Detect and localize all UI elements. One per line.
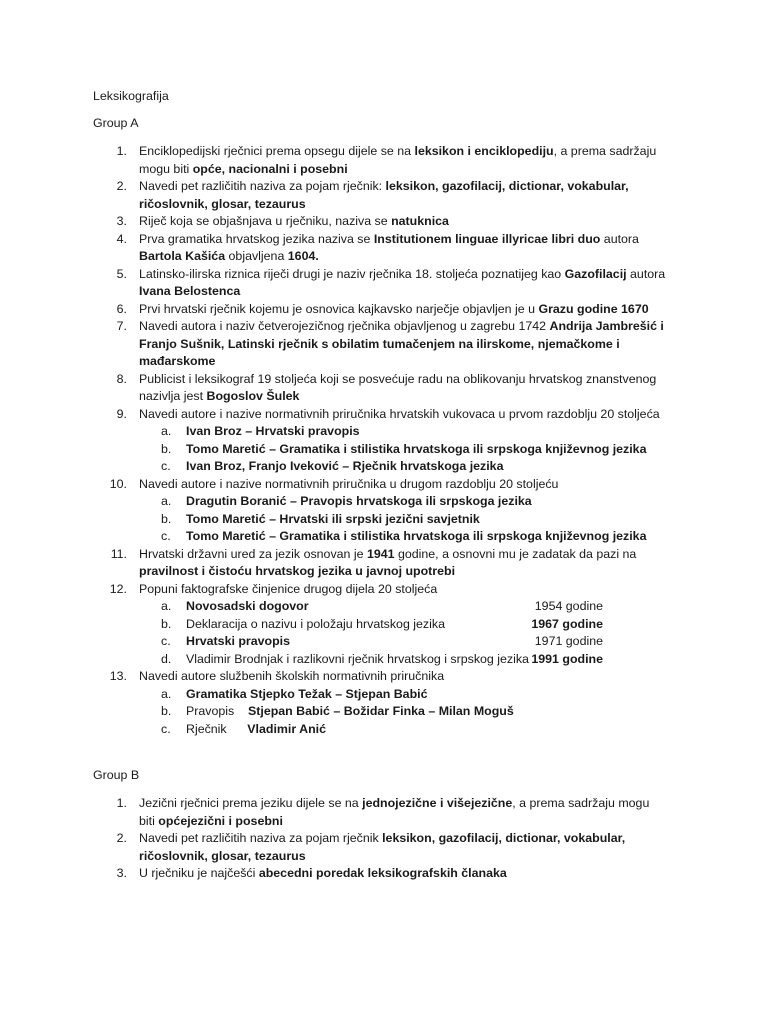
question-text-run: Navedi autore službenih školskih normativnih priručnika <box>139 669 445 683</box>
group-b-question <box>93 795 668 830</box>
question-text <box>139 795 668 830</box>
fact-item <box>139 598 668 616</box>
answer-letter: d. <box>161 651 172 666</box>
question-number: 5. <box>116 266 127 281</box>
answer-list <box>139 423 668 476</box>
answer-letter: b. <box>161 704 172 718</box>
group-b-questions <box>93 795 668 883</box>
group-b-question <box>93 865 668 883</box>
question-text <box>139 231 668 266</box>
question-number: 2. <box>116 179 127 193</box>
group-a-question <box>93 178 668 213</box>
question-text-run: pravilnost i čistoću hrvatskog jezika u javnoj upotrebi <box>139 564 456 578</box>
question-text <box>139 301 668 319</box>
answer-text: Tomo Maretić – Gramatika i stilistika hrvatskoga ili srpskoga književnog jezika <box>186 529 647 543</box>
question-number: 9. <box>116 406 127 421</box>
group-a-question <box>93 546 668 581</box>
answer-letter: c. <box>161 721 171 736</box>
question-text-run: Institutionem linguae illyricae libri duo <box>373 231 601 246</box>
answer-letter: a. <box>161 599 172 613</box>
question-text-run: Gazofilacij <box>564 266 627 281</box>
question-text-run: Grazu godine 1670 <box>538 301 649 316</box>
group-a-question <box>93 406 668 476</box>
question-text <box>139 581 668 599</box>
fact-year: 1991 godine <box>531 651 603 666</box>
question-text-run: Ivana Belostenca <box>139 284 241 298</box>
question-text-run: Bartola Kašića <box>139 249 226 263</box>
question-number: 3. <box>116 866 127 880</box>
answer-text: Ivan Broz – Hrvatski pravopis <box>186 424 360 438</box>
question-text <box>139 266 668 301</box>
question-number: 1. <box>116 144 127 158</box>
fact-year: 1971 godine <box>534 634 603 648</box>
question-text-run: objavljena <box>225 249 288 263</box>
fact-text: Novosadski dogovor <box>186 599 309 613</box>
question-number: 8. <box>116 371 127 386</box>
fact-text: Hrvatski pravopis <box>186 634 290 648</box>
answer-letter: c. <box>161 529 171 543</box>
question-text <box>139 476 668 494</box>
question-text-run: natuknica <box>391 214 449 228</box>
question-text-run: Riječ koja se objašnjava u rječniku, naziva se <box>139 214 392 228</box>
fact-year: 1954 godine <box>534 599 603 613</box>
question-text-run: Navedi autore i nazive normativnih priručnika hrvatskih vukovaca u prvom razdoblju 20 stoljeća <box>139 406 660 421</box>
question-number: 7. <box>116 319 127 333</box>
group-a-question <box>93 476 668 546</box>
question-text-run: Navedi pet različitih naziva za pojam rječnik: <box>139 179 386 193</box>
question-text <box>139 371 668 406</box>
question-text-run: godine, a osnovni mu je zadatak da pazi na <box>394 546 640 561</box>
answer-text: Ivan Broz, Franjo Iveković – Rječnik hrvatskoga jezika <box>186 459 504 473</box>
answer-letter: b. <box>161 441 172 456</box>
fact-year: 1967 godine <box>531 616 603 631</box>
question-number: 12. <box>109 581 127 596</box>
question-text-run: Bogoslov Šulek <box>206 389 300 403</box>
answer-item <box>139 511 668 529</box>
answer-text-run: Vladimir Anić <box>247 721 327 736</box>
question-number: 13. <box>109 669 127 683</box>
answer-letter: c. <box>161 459 171 473</box>
question-number: 4. <box>116 231 127 246</box>
question-number: 11. <box>110 546 127 561</box>
group-a-question <box>93 213 668 231</box>
answer-letter: b. <box>161 511 172 526</box>
question-text-run: autora <box>600 231 643 246</box>
question-text-run: Navedi pet različitih naziva za pojam rječnik <box>139 831 383 845</box>
question-text-run: leksikon, gazofilacij, dictionar, vokabular, ričoslovnik, glosar, tezaurus <box>139 179 633 211</box>
fact-text: Deklaracija o nazivu i položaju hrvatskog jezika <box>186 616 445 631</box>
question-text-run: Navedi autora i naziv četverojezičnog rječnika objavljenog u zagrebu 1742 <box>139 319 550 333</box>
answer-item <box>139 686 668 704</box>
question-text-run: Enciklopedijski rječnici prema opsegu dijele se na <box>139 144 415 158</box>
answer-text: Dragutin Boranić – Pravopis hrvatskoga ili srpskoga jezika <box>186 494 532 508</box>
answer-letter: a. <box>161 686 172 701</box>
question-text-run: , a prema sadržaju mogu biti <box>139 144 660 176</box>
answer-text-run: Stjepan Babić – Božidar Finka – Milan Moguš <box>247 704 514 718</box>
question-text-run: Andrija Jambrešić i Franjo Sušnik, Latinski rječnik s obilatim tumačenjem na ilirskome, njemačkome i mađarskome <box>139 319 668 368</box>
question-text-run: U rječniku je najčešći <box>139 866 259 880</box>
answer-item <box>139 703 668 721</box>
question-text-run: Popuni faktografske činjenice drugog dijela 20 stoljeća <box>139 581 438 596</box>
question-text-run: Latinsko-ilirska riznica riječi drugi je naziv rječnika 18. stoljeća poznatijeg kao <box>139 266 565 281</box>
question-text-run: 1604. <box>287 249 319 263</box>
question-text-run: Publicist i leksikograf 19 stoljeća koji se posvećuje radu na oblikovanju hrvatskog znanstvenog nazivlja jest <box>139 371 660 403</box>
answer-item <box>139 441 668 459</box>
answer-letter: a. <box>161 494 172 508</box>
answer-text-run: Rječnik <box>186 721 248 736</box>
question-text-run: općejezični i posebni <box>158 813 283 828</box>
group-b-heading: Group B <box>93 768 140 782</box>
question-text <box>139 178 668 213</box>
answer-list <box>139 493 668 546</box>
group-a-question <box>93 143 668 178</box>
fact-item <box>139 616 668 634</box>
question-text <box>139 546 668 581</box>
group-b-question <box>93 830 668 865</box>
answer-list <box>139 686 668 739</box>
group-a-question <box>93 371 668 406</box>
question-text <box>139 668 668 686</box>
answer-list <box>139 598 668 668</box>
question-text-run: Hrvatski državni ured za jezik osnovan je <box>139 546 367 561</box>
question-text-run: abecedni poredak leksikografskih članaka <box>258 866 507 880</box>
question-number: 6. <box>116 301 127 316</box>
fact-item <box>139 651 668 669</box>
group-a-question <box>93 231 668 266</box>
group-a-question <box>93 581 668 669</box>
answer-text: Tomo Maretić – Gramatika i stilistika hrvatskoga ili srpskoga književnog jezika <box>186 441 647 456</box>
question-text-run: autora <box>626 266 669 281</box>
question-text <box>139 318 668 371</box>
question-text-run: Jezični rječnici prema jeziku dijele se na <box>139 796 363 810</box>
answer-item <box>139 458 668 476</box>
answer-text-run: Gramatika Stjepko Težak – Stjepan Babić <box>186 686 428 701</box>
question-text-run: leksikon i enciklopediju <box>414 144 554 158</box>
answer-item <box>139 528 668 546</box>
question-text-run: 1941 <box>366 546 395 561</box>
group-a-question <box>93 668 668 738</box>
answer-letter: b. <box>161 616 172 631</box>
group-a-question <box>93 318 668 371</box>
question-number: 1. <box>116 796 127 810</box>
question-text-run: opće, nacionalni i posebni <box>192 161 348 176</box>
group-a-question <box>93 301 668 319</box>
question-text-run: , a prema sadržaju mogu biti <box>139 796 653 828</box>
answer-letter: c. <box>161 634 171 648</box>
question-number: 2. <box>116 831 127 845</box>
question-text-run: Prvi hrvatski rječnik kojemu je osnovica kajkavsko narječje objavljen je u <box>139 301 539 316</box>
question-number: 10. <box>109 476 127 491</box>
group-a-questions <box>93 143 668 738</box>
question-text-run: Navedi autore i nazive normativnih priručnika u drugom razdoblju 20 stoljeću <box>139 476 559 491</box>
question-text-run: Prva gramatika hrvatskog jezika naziva se <box>139 231 374 246</box>
document-title: Leksikografija <box>93 89 169 103</box>
group-a-heading: Group A <box>93 116 139 130</box>
answer-text-run: Pravopis <box>186 704 248 718</box>
question-text <box>139 406 668 424</box>
answer-text: Tomo Maretić – Hrvatski ili srpski jezični savjetnik <box>186 511 480 526</box>
question-text <box>139 213 668 231</box>
question-text <box>139 865 668 883</box>
group-a-question <box>93 266 668 301</box>
fact-item <box>139 633 668 651</box>
answer-item <box>139 423 668 441</box>
answer-item <box>139 721 668 739</box>
answer-letter: a. <box>161 424 172 438</box>
question-text-run: jednojezične i višejezične <box>362 796 513 810</box>
question-text-run: leksikon, gazofilacij, dictionar, vokabular, ričoslovnik, glosar, tezaurus <box>139 831 629 863</box>
question-number: 3. <box>116 214 127 228</box>
question-text <box>139 143 668 178</box>
answer-item <box>139 493 668 511</box>
fact-text: Vladimir Brodnjak i razlikovni rječnik hrvatskog i srpskog jezika <box>186 651 529 666</box>
question-text <box>139 830 668 865</box>
